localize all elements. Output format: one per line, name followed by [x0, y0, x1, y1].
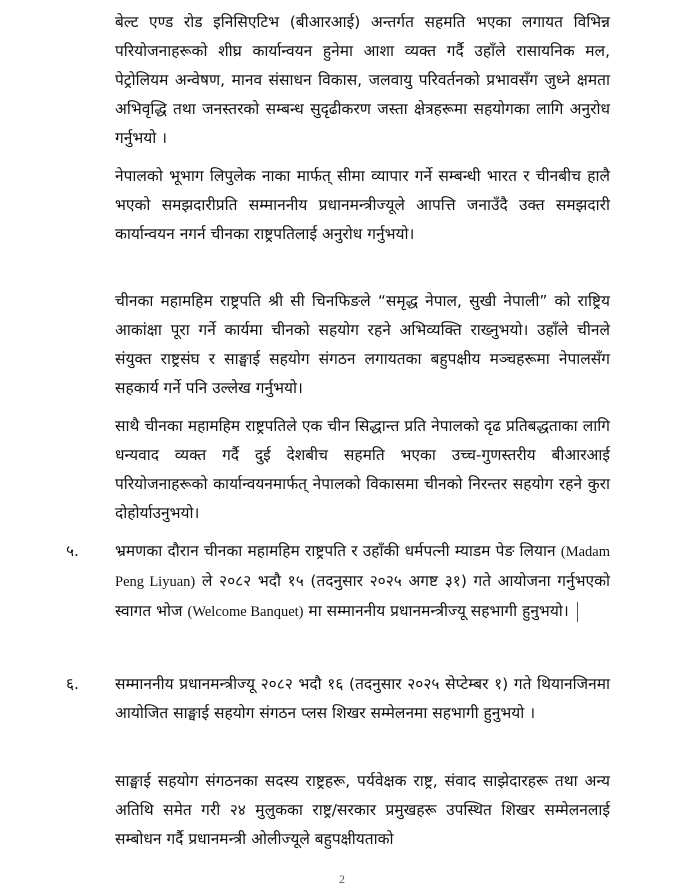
- numbered-item-6: [66, 670, 610, 728]
- item-number: ५.: [66, 542, 79, 560]
- paragraph-prosperous-nepal: चीनका महामहिम राष्ट्रपति श्री सी चिनफिङले “समृद्ध नेपाल, सुखी नेपाली” को राष्ट्रिय आकांक्षा पूरा गर्ने कार्यमा चीनको सहयोग रहने अभिव्यक्ति राख्नुभयो। उहाँले चीनले संयुक्त राष्ट्रसंघ र साङ्घाई सहयोग संगठन लगायतका बहुपक्षीय मञ्चहरूमा नेपालसँग सहकार्य गर्ने पनि उल्लेख गर्नुभयो।: [115, 292, 610, 397]
- item-text: सम्माननीय प्रधानमन्त्रीज्यू २०८२ भदौ १६ (तदनुसार २०२५ सेप्टेम्बर १) गते थियानजिनमा आयोजित साङ्घाई सहयोग संगठन प्लस शिखर सम्मेलनमा सहभागी हुनुभयो ।: [115, 675, 610, 722]
- numbered-item-5: [66, 537, 610, 627]
- item-text-part: मा सम्माननीय प्रधानमन्त्रीज्यू सहभागी हुनुभयो।: [303, 602, 569, 620]
- page-number: 2: [339, 872, 345, 886]
- paragraph-bri-cooperation: बेल्ट एण्ड रोड इनिसिएटिभ (बीआरआई) अन्तर्गत सहमति भएका लगायत विभिन्न परियोजनाहरूको शीघ्र कार्यान्वयन हुनेमा आशा व्यक्त गर्दै उहाँले रासायनिक मल, पेट्रोलियम अन्वेषण, मानव संसाधन विकास, जलवायु परिवर्तनको प्रभावसँग जुध्ने क्षमता अभिवृद्धि तथा जनस्तरको सम्बन्ध सुदृढीकरण जस्ता क्षेत्रहरूमा सहयोगका लागि अनुरोध गर्नुभयो ।: [115, 13, 610, 147]
- latin-event: (Welcome Banquet): [187, 604, 304, 620]
- paragraph-lipulek-objection: नेपालको भूभाग लिपुलेक नाका मार्फत् सीमा व्यापार गर्ने सम्बन्धी भारत र चीनबीच हालै भएको समझदारीप्रति सम्माननीय प्रधानमन्त्रीज्यूले आपत्ति जनाउँदै उक्त समझदारी कार्यान्वयन नगर्न चीनका राष्ट्रपतिलाई अनुरोध गर्नुभयो।: [115, 167, 610, 243]
- latin-name: (Madam Peng Liyuan): [115, 544, 610, 590]
- text-cursor: [577, 602, 578, 622]
- paragraph-one-china: साथै चीनका महामहिम राष्ट्रपतिले एक चीन सिद्धान्त प्रति नेपालको दृढ प्रतिबद्धताका लागि धन्यवाद व्यक्त गर्दै दुई देशबीच सहमति भएका उच्च-गुणस्तरीय बीआरआई परियोजनाहरूको कार्यान्वयनमार्फत् नेपालको विकासमा चीनको निरन्तर सहयोग रहने कुरा दोहोर्याउनुभयो।: [115, 417, 610, 522]
- item-text: [115, 537, 610, 627]
- paragraph-sco-summit: साङ्घाई सहयोग संगठनका सदस्य राष्ट्रहरू, पर्यवेक्षक राष्ट्र, संवाद साझेदारहरू तथा अन्य अतिथि समेत गरी २४ मुलुकका राष्ट्र/सरकार प्रमुखहरू उपस्थित शिखर सम्मेलनलाई सम्बोधन गर्दै प्रधानमन्त्री ओलीज्यूले बहुपक्षीयताको: [115, 772, 610, 848]
- item-number: ६.: [66, 675, 79, 693]
- item-text-part: भ्रमणका दौरान चीनका महामहिम राष्ट्रपति र उहाँकी धर्मपत्नी म्याडम पेङ लियान: [115, 542, 561, 560]
- item-text-part: ले २०८२ भदौ १५ (तदनुसार २०२५ अगष्ट ३१) गते आयोजना गर्नुभएको स्वागत भोज: [115, 572, 610, 620]
